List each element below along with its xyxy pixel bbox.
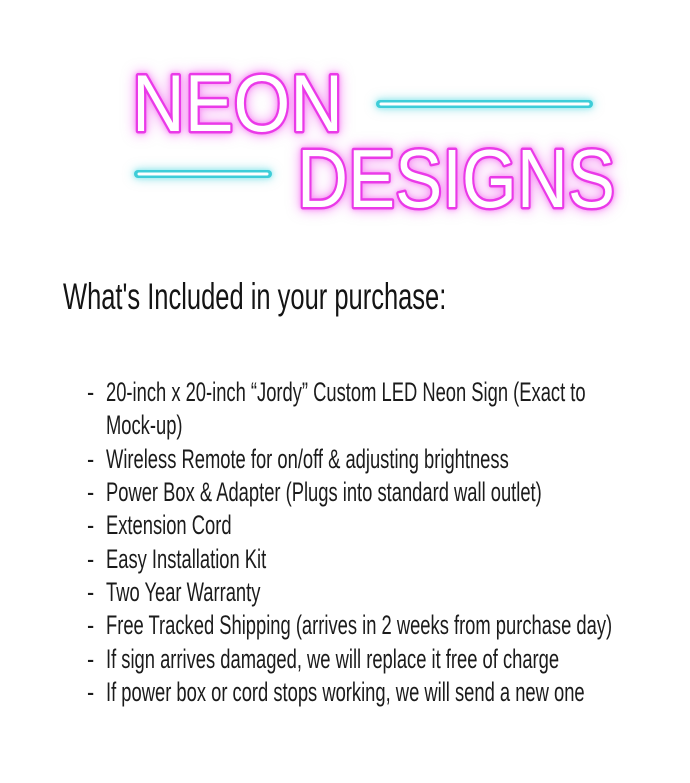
list-item-text: Extension Cord — [106, 510, 232, 541]
bullet-dash: - — [87, 677, 95, 708]
logo-word-designs: DESIGNS — [297, 132, 615, 225]
list-item-text: Power Box & Adapter (Plugs into standard wall outlet) — [106, 477, 542, 508]
bullet-dash: - — [87, 443, 95, 474]
list-item-text: If power box or cord stops working, we will send a new one — [106, 677, 585, 708]
bullet-dash: - — [87, 510, 95, 541]
list-item-text: If sign arrives damaged, we will replace it free of charge — [106, 643, 560, 674]
bullet-dash: - — [87, 610, 95, 641]
list-item-text: Easy Installation Kit — [106, 543, 267, 574]
neon-designs-logo — [0, 0, 690, 260]
list-item — [87, 676, 690, 709]
bullet-dash: - — [87, 643, 95, 674]
list-item-text: 20-inch x 20-inch “Jordy” Custom LED Neon Sign (Exact to — [106, 377, 586, 407]
list-item-text: Wireless Remote for on/off & adjusting brightness — [106, 443, 509, 474]
list-item-text: Free Tracked Shipping (arrives in 2 weeks from purchase day) — [106, 610, 613, 641]
list-item — [87, 509, 690, 542]
bullet-dash: - — [87, 543, 95, 574]
logo-word-neon: NEON — [132, 59, 343, 149]
list-item-text: Mock-up) — [106, 410, 183, 441]
list-item — [87, 543, 690, 576]
list-item-text: Two Year Warranty — [106, 577, 261, 608]
bullet-dash: - — [87, 377, 95, 407]
list-item — [87, 376, 690, 443]
list-item — [87, 643, 690, 676]
list-item — [87, 609, 690, 642]
included-items-list — [87, 376, 690, 709]
bullet-dash: - — [87, 477, 95, 508]
bullet-dash: - — [87, 577, 95, 608]
page-title — [63, 274, 627, 319]
list-item — [87, 476, 690, 509]
page-title-text: What's Included in your purchase: — [63, 275, 447, 317]
list-item — [87, 443, 690, 476]
list-item — [87, 576, 690, 609]
